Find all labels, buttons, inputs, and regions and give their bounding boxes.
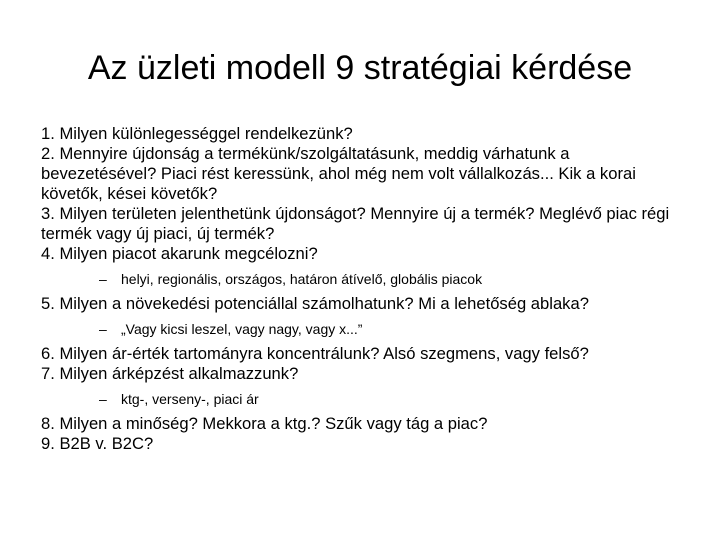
sub-bullet-4 bbox=[99, 270, 673, 288]
dash-bullet: – bbox=[99, 271, 107, 287]
dash-bullet: – bbox=[99, 391, 107, 407]
question-6: 6. Milyen ár-érték tartományra koncentrálunk? Alsó szegmens, vagy felső? bbox=[41, 344, 589, 363]
question-9: 9. B2B v. B2C? bbox=[41, 434, 154, 453]
question-8: 8. Milyen a minőség? Mekkora a ktg.? Szűk vagy tág a piac? bbox=[41, 414, 488, 433]
sub-bullet-text: helyi, regionális, országos, határon átívelő, globális piacok bbox=[121, 271, 483, 287]
slide-title: Az üzleti modell 9 stratégiai kérdése bbox=[87, 49, 633, 87]
sub-bullet-7 bbox=[99, 390, 673, 408]
sub-bullet-5 bbox=[99, 320, 673, 338]
slide-content bbox=[41, 124, 673, 454]
question-4: 4. Milyen piacot akarunk megcélozni? bbox=[41, 244, 318, 263]
question-3: 3. Milyen területen jelenthetünk újdonságot? Mennyire új a termék? Meglévő piac régi termék vagy új piaci, új termék? bbox=[41, 204, 670, 243]
question-2: 2. Mennyire újdonság a termékünk/szolgáltatásunk, meddig várhatunk a bevezetésével? Piaci rést keressünk, ahol még nem volt vállalkozás... Kik a korai követők, kései követők? bbox=[41, 144, 636, 203]
dash-bullet: – bbox=[99, 321, 107, 337]
sub-bullet-text: „Vagy kicsi leszel, vagy nagy, vagy x...” bbox=[121, 321, 363, 337]
sub-bullet-text: ktg-, verseny-, piaci ár bbox=[121, 391, 259, 407]
question-5: 5. Milyen a növekedési potenciállal számolhatunk? Mi a lehetőség ablaka? bbox=[41, 294, 589, 313]
question-1: 1. Milyen különlegességgel rendelkezünk? bbox=[41, 124, 353, 143]
question-7: 7. Milyen árképzést alkalmazzunk? bbox=[41, 364, 299, 383]
